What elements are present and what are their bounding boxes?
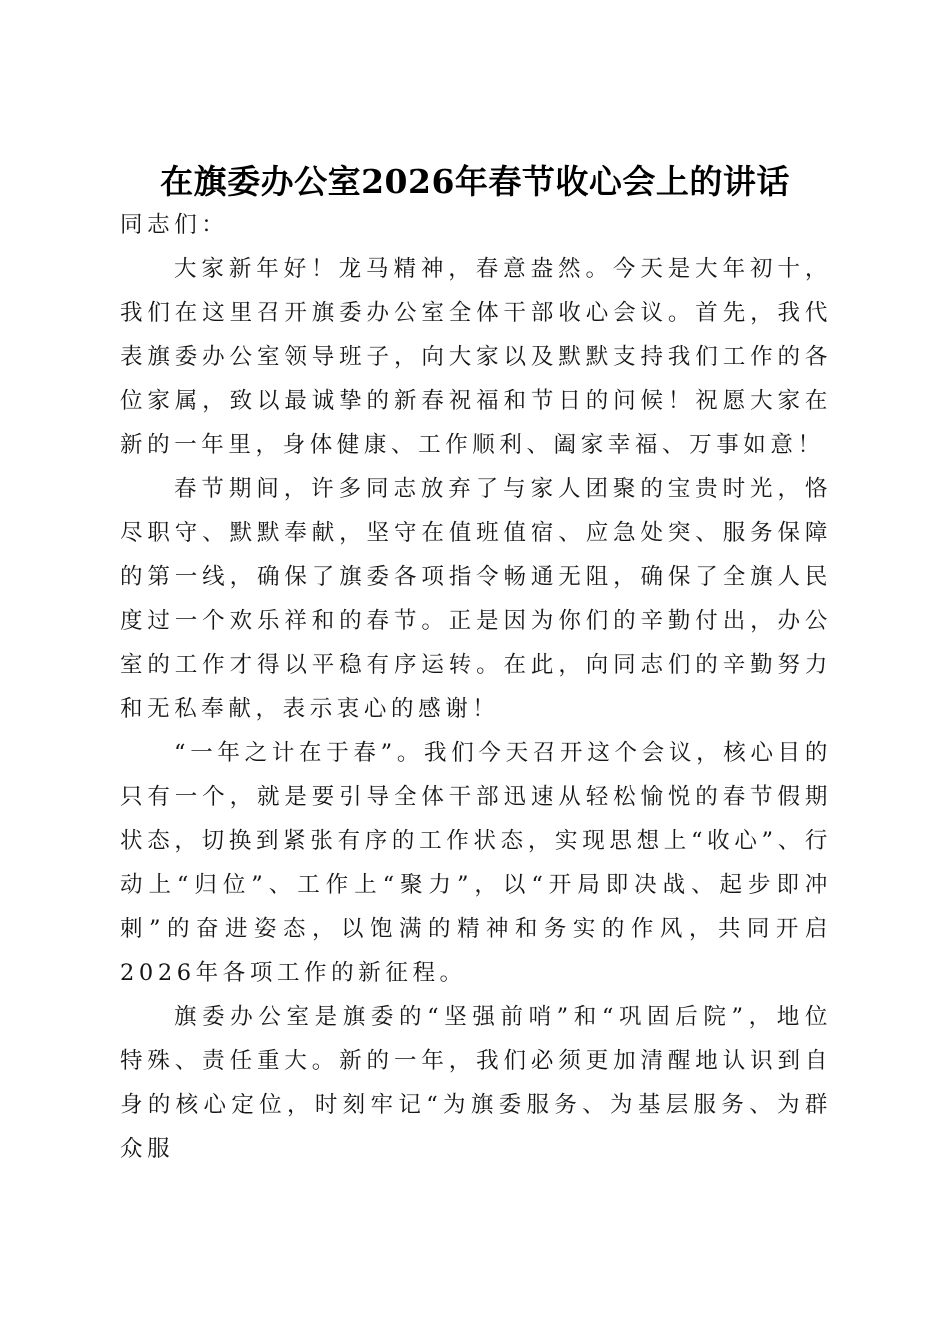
paragraph-2: 春节期间，许多同志放弃了与家人团聚的宝贵时光，恪尽职守、默默奉献，坚守在值班值宿、应急处突、服务保障的第一线，确保了旗委各项指令畅通无阻，确保了全旗人民度过一个欢乐祥和的春节。正是因为你们的辛勤付出，办公室的工作才得以平稳有序运转。在此，向同志们的辛勤努力和无私奉献，表示衷心的感谢！ bbox=[120, 476, 832, 722]
document-title: 在旗委办公室2026年春节收心会上的讲话 bbox=[160, 162, 790, 202]
paragraph-3: “一年之计在于春”。我们今天召开这个会议，核心目的只有一个，就是要引导全体干部迅速从轻松愉悦的春节假期状态，切换到紧张有序的工作状态，实现思想上“收心”、行动上“归位”、工作上“聚力”，以“开局即决战、起步即冲刺”的奋进姿态，以饱满的精神和务实的作风，共同开启2026年各项工作的新征程。 bbox=[120, 740, 832, 986]
paragraph-1: 大家新年好！龙马精神，春意盎然。今天是大年初十，我们在这里召开旗委办公室全体干部收心会议。首先，我代表旗委办公室领导班子，向大家以及默默支持我们工作的各位家属，致以最诚挚的新春祝福和节日的问候！祝愿大家在新的一年里，身体健康、工作顺利、阖家幸福、万事如意！ bbox=[120, 256, 832, 458]
salutation: 同志们： bbox=[120, 212, 229, 238]
document-body bbox=[120, 203, 832, 1171]
paragraph-4: 旗委办公室是旗委的“坚强前哨”和“巩固后院”，地位特殊、责任重大。新的一年，我们必须更加清醒地认识到自身的核心定位，时刻牢记“为旗委服务、为基层服务、为群众服 bbox=[120, 1004, 832, 1162]
